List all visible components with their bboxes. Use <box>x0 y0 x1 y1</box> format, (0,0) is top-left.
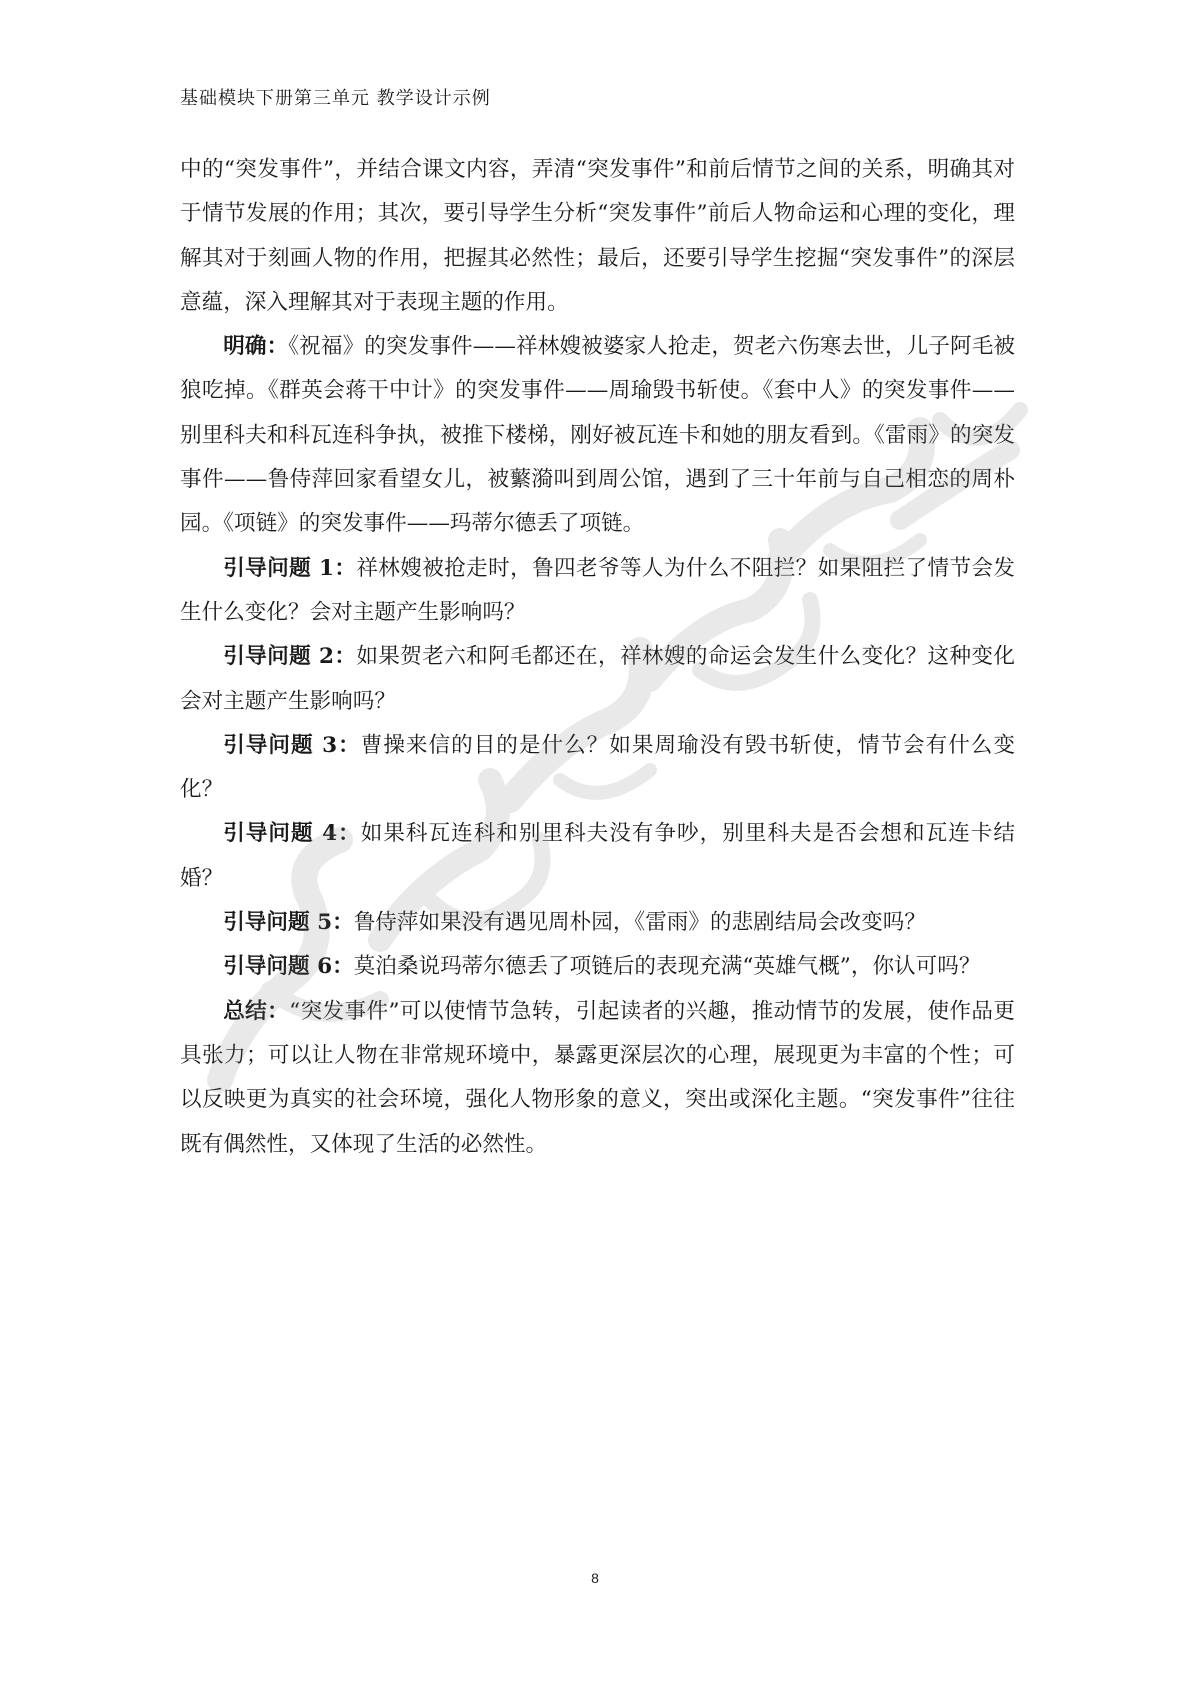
page-header: 基础模块下册第三单元 教学设计示例 <box>180 88 491 109</box>
paragraph-lead: 引导问题 6： <box>223 954 354 980</box>
paragraph-lead: 引导问题 5： <box>223 910 354 936</box>
document-body <box>180 148 1015 1167</box>
page-number: 8 <box>591 1570 599 1586</box>
paragraph-text: 《祝福》的突发事件——祥林嫂被婆家人抢走，贺老六伤寒去世，儿子阿毛被狼吃掉。《群英会蒋干中计》的突发事件——周瑜毁书斩使。《套中人》的突发事件——别里科夫和科瓦连科争执，被推下楼梯，刚好被瓦连卡和她的朋友看到。《雷雨》的突发事件——鲁侍萍回家看望女儿，被蘩漪叫到周公馆，遇到了三十年前与自己相恋的周朴园。《项链》的突发事件——玛蒂尔德丢了项链。 <box>180 334 1015 537</box>
paragraph-lead: 总结： <box>223 998 290 1024</box>
paragraph-lead: 引导问题 2： <box>223 644 357 670</box>
guiding-question-6 <box>180 945 1015 989</box>
paragraph-text: 鲁侍萍如果没有遇见周朴园，《雷雨》的悲剧结局会改变吗？ <box>353 910 926 936</box>
paragraph-lead: 明确： <box>223 334 289 360</box>
paragraph-lead: 引导问题 3： <box>223 732 361 758</box>
paragraph-lead: 引导问题 1： <box>223 555 357 581</box>
paragraph-answer <box>180 325 1015 546</box>
paragraph-summary <box>180 990 1015 1167</box>
paragraph-text: 如果科瓦连科和别里科夫没有争吵，别里科夫是否会想和瓦连卡结婚？ <box>180 821 1015 891</box>
paragraph-text: 曹操来信的目的是什么？如果周瑜没有毁书斩使，情节会有什么变化？ <box>180 732 1015 803</box>
paragraph-lead: 引导问题 4： <box>223 821 361 847</box>
guiding-question-3 <box>180 724 1015 813</box>
paragraph-text: 如果贺老六和阿毛都还在，祥林嫂的命运会发生什么变化？这种变化会对主题产生影响吗？ <box>180 644 1015 714</box>
paragraph-text: “突发事件”可以使情节急转，引起读者的兴趣，推动情节的发展，使作品更具张力；可以让人物在非常规环境中，暴露更深层次的心理，展现更为丰富的个性；可以反映更为真实的社会环境，强化人物形象的意义，突出或深化主题。“突发事件”往往既有偶然性，又体现了生活的必然性。 <box>180 998 1015 1157</box>
guiding-question-4 <box>180 812 1015 901</box>
guiding-question-2 <box>180 635 1015 724</box>
paragraph-continuation <box>180 148 1015 325</box>
guiding-question-5 <box>180 901 1015 945</box>
guiding-question-1 <box>180 547 1015 636</box>
paragraph-text: 祥林嫂被抢走时，鲁四老爷等人为什么不阻拦？如果阻拦了情节会发生什么变化？会对主题产生影响吗？ <box>180 555 1015 625</box>
paragraph-text: 莫泊桑说玛蒂尔德丢了项链后的表现充满“英雄气概”，你认可吗？ <box>353 954 981 980</box>
paragraph-text: 中的“突发事件”，并结合课文内容，弄清“突发事件”和前后情节之间的关系，明确其对于情节发展的作用；其次，要引导学生分析“突发事件”前后人物命运和心理的变化，理解其对于刻画人物的作用，把握其必然性；最后，还要引导学生挖掘“突发事件”的深层意蕴，深入理解其对于表现主题的作用。 <box>180 157 1015 315</box>
